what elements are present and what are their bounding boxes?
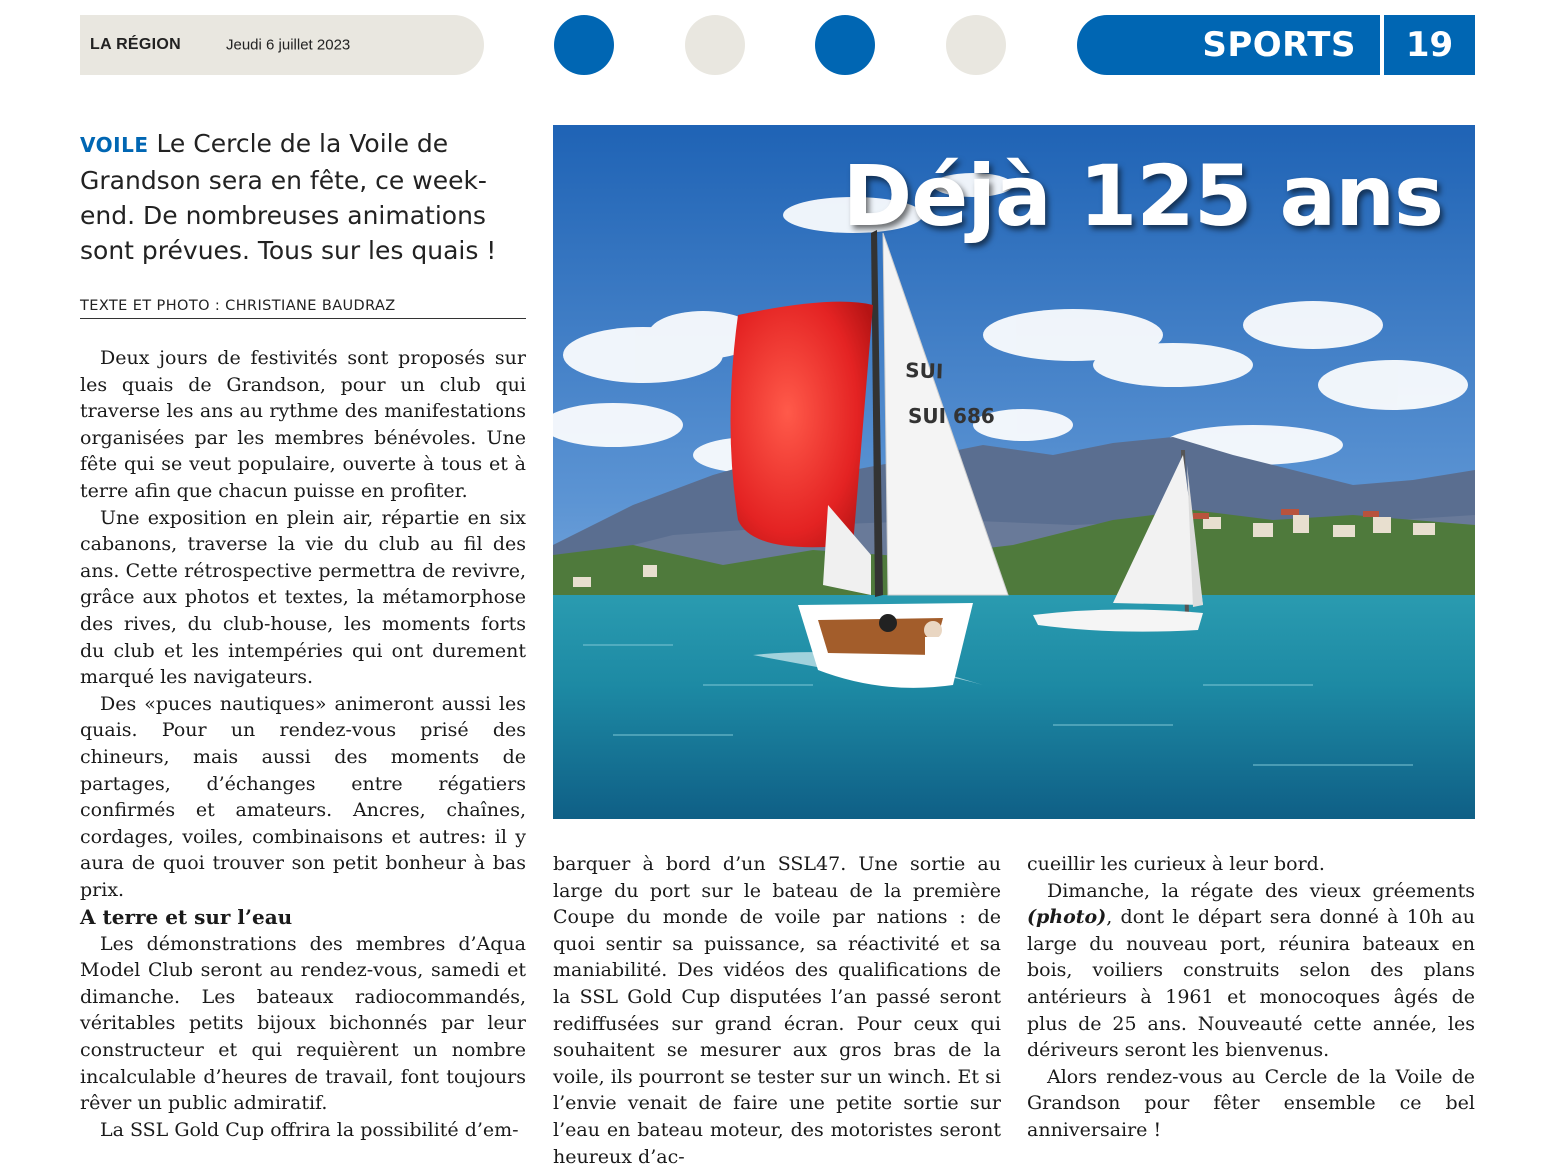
decor-dot-beige — [685, 15, 745, 75]
paragraph — [1027, 878, 1475, 1064]
byline: TEXTE ET PHOTO : CHRISTIANE BAUDRAZ — [80, 298, 396, 314]
body-column-3 — [1027, 851, 1475, 1144]
paragraph: Alors rendez-vous au Cercle de la Voile de Grandson pour fêter ensemble ce bel anniversaire ! — [1027, 1065, 1475, 1141]
sail-number: SUI 686 — [908, 404, 995, 428]
decor-dot-blue — [554, 15, 614, 75]
article-lead — [80, 126, 525, 268]
decor-dot-blue — [815, 15, 875, 75]
body-column-2 — [553, 851, 1001, 1170]
section-name: SPORTS — [1202, 25, 1356, 65]
publication-name: LA RÉGION — [90, 36, 181, 53]
body-column-1 — [80, 345, 526, 903]
headline: Déjà 125 ans — [842, 147, 1443, 245]
lead-text: Le Cercle de la Voile de Grandson sera en fête, ce week-end. De nombreuses animations sont prévues. Tous sur les quais ! — [80, 129, 497, 265]
paragraph: Des «puces nautiques» animeront aussi les quais. Pour un rendez-vous prisé des chineurs, mais aussi des moments de partages, d’échanges entre régatiers confirmés et amateurs. Ancres, chaînes, cordages, voiles, combinaisons et autres: il y aura de quoi trouver son petit bonheur à bas prix. — [80, 692, 526, 901]
page-number: 19 — [1405, 25, 1454, 65]
body-column-1-lower — [80, 904, 526, 1143]
paragraph: Les démonstrations des membres d’Aqua Model Club seront au rendez-vous, samedi et dimanche. Les bateaux radiocommandés, véritables petits bijoux bichonnés par leur constructeur et qui requièrent un nombre incalculable d’heures de travail, font toujours rêver un public admiratif. — [80, 932, 526, 1115]
paragraph-part: Dimanche, la régate des vieux gréements — [1047, 879, 1475, 902]
paragraph: cueillir les curieux à leur bord. — [1027, 853, 1325, 875]
byline-rule — [80, 318, 526, 319]
paragraph: Deux jours de festivités sont proposés sur les quais de Grandson, pour un club qui traverse les ans au rythme des manifestations organisées par les membres bénévoles. Une fête qui se veut populaire, ouverte à tous et à terre afin que chacun puisse en profiter. — [80, 347, 526, 502]
subheading: A terre et sur l’eau — [80, 905, 293, 929]
paragraph: Une exposition en plein air, répartie en six cabanons, traverse la vie du club au fil des ans. Cette rétrospective permettra de revivre, grâce aux photos et textes, la métamorphose des rives, du club-house, les moments forts du club et les intempéries qui ont durement marqué les navigateurs. — [80, 506, 526, 689]
issue-date: Jeudi 6 juillet 2023 — [226, 36, 351, 54]
paragraph: barquer à bord d’un SSL47. Une sortie au large du port sur le bateau de la première Coupe du monde de voile par nations : de quoi sentir sa puissance, sa réactivité et sa maniabilité. Des vidéos des qualifications de la SSL Gold Cup disputées l’an passé seront rediffusées sur grand écran. Pour ceux qui souhaitent se mesurer aux gros bras de la voile, ils pourront se tester sur un winch. Et si l’envie venait de faire une petite sortie sur l’eau en bateau moteur, des motoristes seront heureux d’ac- — [553, 853, 1001, 1168]
paragraph-part: , dont le départ sera donné à 10h au large du nouveau port, réunira bateaux en bois, voiliers construits selon des plans antérieurs à 1961 et monocoques âgés de plus de 25 ans. Nouveauté cette année, les dériveurs seront les bienvenus. — [1027, 906, 1475, 1062]
decor-dot-beige — [946, 15, 1006, 75]
svg-text:SUI: SUI — [904, 358, 944, 384]
photo-reference: (photo) — [1027, 906, 1107, 929]
rubric-label: VOILE — [80, 133, 149, 157]
paragraph: La SSL Gold Cup offrira la possibilité d’em- — [100, 1118, 519, 1141]
